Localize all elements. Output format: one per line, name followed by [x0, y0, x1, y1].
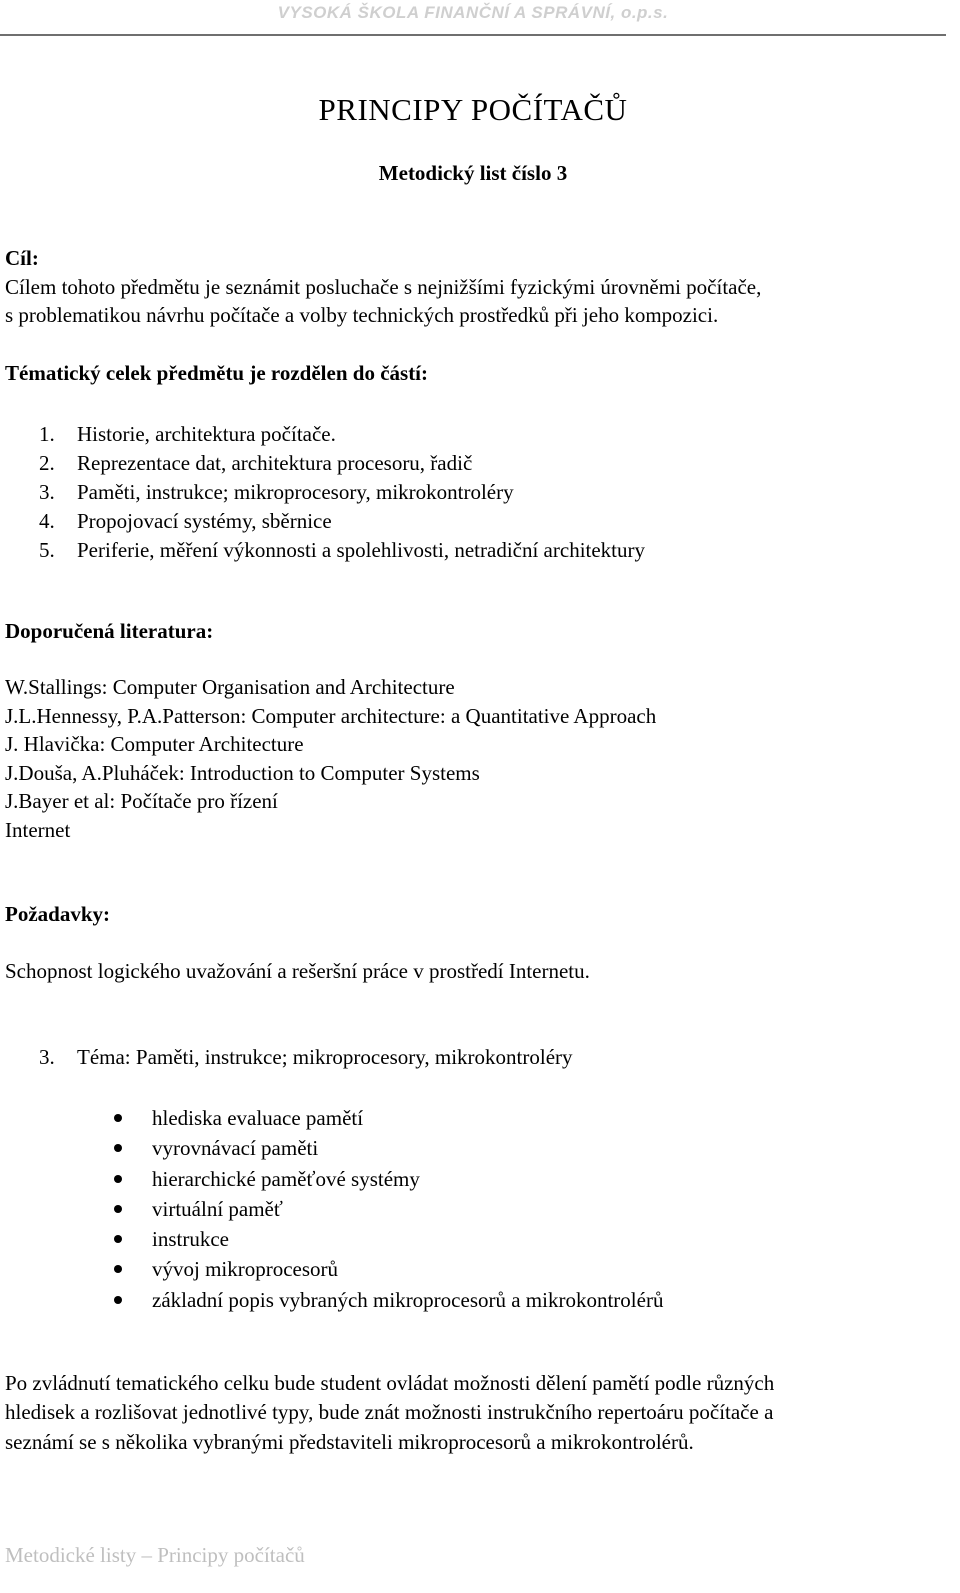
topic-bullet-list: [114, 1103, 663, 1315]
parts-list-item: [39, 420, 645, 449]
topic-number: 3.: [39, 1045, 55, 1069]
goal-text-line-1: Cílem tohoto předmětu je seznámit posluchače s nejnižšími fyzickými úrovněmi počítače,: [5, 275, 762, 299]
requirements-text: Schopnost logického uvažování a rešeršní práce v prostředí Internetu.: [5, 959, 590, 983]
list-number: 3.: [39, 480, 55, 504]
bullet-label: virtuální paměť: [152, 1196, 283, 1221]
bullet-item: [114, 1224, 663, 1254]
list-item-label: Paměti, instrukce; mikroprocesory, mikrokontroléry: [77, 480, 514, 504]
conclusion-line-2: hledisek a rozlišovat jednotlivé typy, bude znát možnosti instrukčního repertoáru počítače a: [5, 1400, 774, 1425]
bullet-item: [114, 1254, 663, 1284]
page-footer: Metodické listy – Principy počítačů: [5, 1543, 305, 1567]
bullet-icon: [114, 1205, 122, 1213]
topic-heading: [39, 1043, 573, 1071]
bullet-label: vyrovnávací paměti: [152, 1136, 319, 1161]
page-subtitle: Metodický list číslo 3: [378, 161, 568, 185]
bullet-icon: [114, 1296, 122, 1304]
literature-item: Internet: [5, 817, 71, 842]
list-item-label: Reprezentace dat, architektura procesoru, řadič: [77, 451, 473, 475]
list-item-label: Historie, architektura počítače.: [77, 422, 336, 446]
literature-item: W.Stallings: Computer Organisation and Architecture: [5, 675, 455, 699]
parts-list-item: [39, 449, 645, 478]
parts-heading: Tématický celek předmětu je rozdělen do částí:: [5, 361, 429, 385]
list-number: 2.: [39, 451, 55, 475]
list-number: 1.: [39, 422, 55, 446]
conclusion-line-1: Po zvládnutí tematického celku bude student ovládat možnosti dělení pamětí podle různých: [5, 1371, 775, 1395]
page-title: PRINCIPY POČÍTAČŮ: [318, 92, 628, 127]
literature-item: J.L.Hennessy, P.A.Patterson: Computer architecture: a Quantitative Approach: [5, 703, 657, 728]
literature-list: [5, 673, 656, 845]
conclusion-line-3: seznámí se s několika vybranými představiteli mikroprocesorů a mikrokontrolérů.: [5, 1429, 694, 1454]
list-item-label: Periferie, měření výkonnosti a spolehlivosti, netradiční architektury: [77, 538, 646, 562]
literature-item: J.Bayer et al: Počítače pro řízení: [5, 789, 278, 814]
bullet-label: vývoj mikroprocesorů: [152, 1257, 339, 1282]
literature-item: J. Hlavička: Computer Architecture: [5, 732, 304, 757]
bullet-icon: [114, 1235, 122, 1243]
list-number: 4.: [39, 509, 55, 533]
literature-heading: Doporučená literatura:: [5, 619, 214, 643]
bullet-label: základní popis vybraných mikroprocesorů a mikrokontrolérů: [152, 1287, 664, 1312]
bullet-label: instrukce: [152, 1227, 229, 1252]
bullet-item: [114, 1285, 663, 1315]
goal-text-line-2: s problematikou návrhu počítače a volby technických prostředků při jeho kompozici.: [5, 303, 719, 327]
parts-list-item: [39, 536, 645, 565]
bullet-icon: [114, 1144, 122, 1152]
conclusion-paragraph: [5, 1369, 935, 1457]
bullet-item: [114, 1133, 663, 1163]
list-item-label: Propojovací systémy, sběrnice: [77, 509, 332, 533]
bullet-item: [114, 1103, 663, 1133]
parts-list-item: [39, 478, 645, 507]
literature-item: J.Douša, A.Pluháček: Introduction to Computer Systems: [5, 760, 480, 785]
bullet-icon: [114, 1114, 122, 1122]
bullet-item: [114, 1164, 663, 1194]
requirements-heading: Požadavky:: [5, 902, 110, 926]
bullet-label: hierarchické paměťové systémy: [152, 1166, 420, 1191]
list-number: 5.: [39, 538, 55, 562]
bullet-icon: [114, 1265, 122, 1273]
header-school-name: VYSOKÁ ŠKOLA FINANČNÍ A SPRÁVNÍ, o.p.s.: [277, 3, 669, 22]
parts-list: [39, 420, 645, 565]
goal-heading: Cíl:: [5, 246, 39, 270]
bullet-label: hlediska evaluace pamětí: [152, 1106, 364, 1130]
bullet-icon: [114, 1175, 122, 1183]
header-divider: [0, 34, 946, 36]
topic-label: Téma: Paměti, instrukce; mikroprocesory, mikrokontroléry: [77, 1045, 573, 1069]
bullet-item: [114, 1194, 663, 1224]
parts-list-item: [39, 507, 645, 536]
